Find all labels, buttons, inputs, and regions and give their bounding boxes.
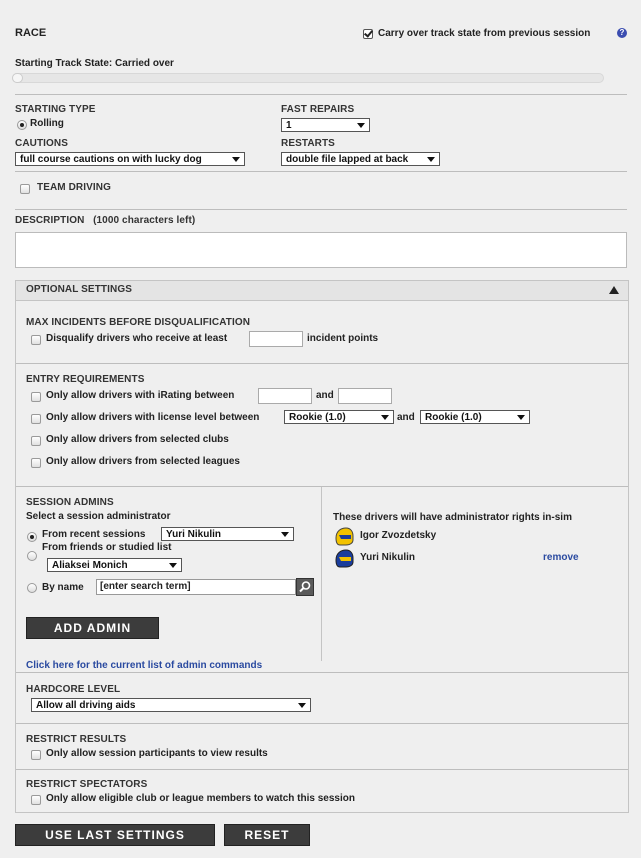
chevron-down-icon [169, 563, 177, 568]
by-name-radio[interactable] [27, 583, 37, 593]
admin-driver-name: Igor Zvozdetsky [360, 530, 437, 541]
incident-points-suffix: incident points [307, 333, 379, 344]
reset-button[interactable]: RESET [224, 824, 310, 846]
incident-points-input[interactable] [249, 331, 303, 347]
chevron-down-icon [517, 415, 525, 420]
chevron-down-icon [298, 703, 306, 708]
restrict-results-checkbox[interactable] [31, 750, 41, 760]
restrict-spectators-label: RESTRICT SPECTATORS [26, 779, 148, 790]
irating-text: Only allow drivers with iRating between [46, 390, 235, 401]
friends-label: From friends or studied list [42, 542, 172, 553]
hardcore-level-select[interactable]: Allow all driving aids [31, 698, 311, 712]
fast-repairs-label: FAST REPAIRS [281, 104, 355, 115]
leagues-checkbox[interactable] [31, 458, 41, 468]
disqualify-text: Disqualify drivers who receive at least [46, 333, 228, 344]
irating-max-input[interactable] [338, 388, 392, 404]
rolling-label: Rolling [30, 118, 64, 129]
leagues-text: Only allow drivers from selected leagues [46, 456, 240, 467]
disqualify-checkbox[interactable] [31, 335, 41, 345]
chevron-down-icon [381, 415, 389, 420]
carry-over-checkbox[interactable] [363, 29, 373, 39]
select-admin-text: Select a session administrator [26, 511, 171, 522]
session-admins-label: SESSION ADMINS [26, 497, 114, 508]
restarts-label: RESTARTS [281, 138, 335, 149]
rolling-radio[interactable] [17, 120, 27, 130]
slider-handle[interactable] [12, 73, 23, 83]
max-incidents-label: MAX INCIDENTS BEFORE DISQUALIFICATION [26, 317, 251, 328]
admins-divider [321, 487, 322, 661]
helmet-icon [334, 526, 354, 546]
recent-sessions-radio[interactable] [27, 532, 37, 542]
restrict-spectators-checkbox[interactable] [31, 795, 41, 805]
irating-checkbox[interactable] [31, 392, 41, 402]
chevron-down-icon [427, 157, 435, 162]
chevron-down-icon [281, 532, 289, 537]
recent-sessions-select[interactable]: Yuri Nikulin [161, 527, 294, 541]
optional-settings-title: OPTIONAL SETTINGS [26, 284, 132, 295]
description-label: DESCRIPTION (1000 characters left) [15, 215, 196, 226]
license-max-select[interactable]: Rookie (1.0) [420, 410, 530, 424]
chevron-down-icon [357, 123, 365, 128]
friends-radio[interactable] [27, 551, 37, 561]
starting-type-label: STARTING TYPE [15, 104, 96, 115]
clubs-checkbox[interactable] [31, 436, 41, 446]
use-last-settings-button[interactable]: USE LAST SETTINGS [15, 824, 215, 846]
by-name-label: By name [42, 582, 84, 593]
search-button[interactable] [296, 578, 314, 596]
recent-sessions-label: From recent sessions [42, 529, 146, 540]
license-text: Only allow drivers with license level between [46, 412, 260, 423]
friends-select[interactable]: Aliaksei Monich [47, 558, 182, 572]
add-admin-button[interactable]: ADD ADMIN [26, 617, 159, 639]
track-state-slider[interactable] [12, 73, 604, 83]
irating-and: and [316, 390, 334, 401]
fast-repairs-select[interactable]: 1 [281, 118, 370, 132]
carry-over-label: Carry over track state from previous session [378, 28, 591, 39]
hardcore-level-label: HARDCORE LEVEL [26, 684, 121, 695]
restrict-results-text: Only allow session participants to view results [46, 748, 268, 759]
license-min-select[interactable]: Rookie (1.0) [284, 410, 394, 424]
help-icon[interactable]: ? [617, 28, 627, 38]
chars-left: (1000 characters left) [93, 215, 196, 226]
starting-track-state: Starting Track State: Carried over [15, 58, 174, 69]
remove-admin-link[interactable]: remove [543, 552, 579, 563]
entry-requirements-label: ENTRY REQUIREMENTS [26, 374, 145, 385]
admin-rights-text: These drivers will have administrator rights in-sim [333, 512, 572, 523]
team-driving-label: TEAM DRIVING [37, 182, 111, 193]
collapse-icon[interactable] [609, 286, 619, 294]
license-checkbox[interactable] [31, 414, 41, 424]
helmet-icon [334, 548, 354, 568]
restrict-spectators-text: Only allow eligible club or league members to watch this session [46, 793, 355, 804]
license-and: and [397, 412, 415, 423]
description-textarea[interactable] [15, 232, 627, 268]
irating-min-input[interactable] [258, 388, 312, 404]
restrict-results-label: RESTRICT RESULTS [26, 734, 127, 745]
restarts-select[interactable]: double file lapped at back [281, 152, 440, 166]
admin-commands-link[interactable]: Click here for the current list of admin commands [26, 660, 263, 671]
chevron-down-icon [232, 157, 240, 162]
cautions-select[interactable]: full course cautions on with lucky dog [15, 152, 245, 166]
admin-driver-name: Yuri Nikulin [360, 552, 416, 563]
clubs-text: Only allow drivers from selected clubs [46, 434, 229, 445]
cautions-label: CAUTIONS [15, 138, 69, 149]
admin-search-input[interactable]: [enter search term] [96, 579, 296, 595]
search-icon [297, 579, 313, 595]
team-driving-checkbox[interactable] [20, 184, 30, 194]
race-title: RACE [15, 27, 47, 39]
